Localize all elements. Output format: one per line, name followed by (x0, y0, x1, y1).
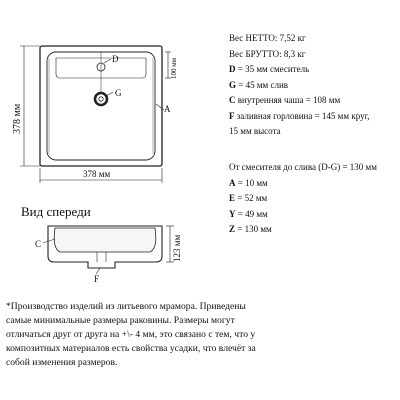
spec-value: = 45 мм слив (236, 79, 289, 90)
f-letter: F (94, 274, 100, 284)
specs-block-1 (229, 31, 370, 140)
footnote-line: собой изменения размеров. (6, 357, 118, 368)
footnote (6, 300, 306, 370)
spec-value: внутренняя чаша = 108 мм (235, 95, 341, 105)
drain-inner (99, 97, 103, 101)
spec-e (229, 191, 377, 207)
width-label: 378 мм (83, 169, 111, 179)
spec-value: = 10 мм (235, 177, 268, 188)
spec-d (229, 62, 370, 78)
spec-value: = 52 мм (235, 193, 268, 203)
spec-value: заливная горловина = 145 мм круг, (234, 110, 370, 121)
front-view-inner-outline (54, 228, 156, 252)
spec-f (229, 109, 370, 125)
g-pointer-line (106, 92, 113, 96)
specs-block-2 (229, 160, 377, 238)
net-weight: Вес НЕТТО: 7,52 кг (229, 33, 306, 43)
g-letter: G (115, 88, 122, 98)
spec-value: = 130 мм (235, 224, 272, 234)
footnote-line: композитных материалов есть свойства усадки, что влечёт за (6, 343, 256, 354)
footnote-line: самые минимальные размеры раковины. Размеры могут (6, 315, 235, 326)
front-height-label: 123 мм (172, 234, 182, 262)
spec-key: A (229, 177, 236, 188)
spec-value: = 49 мм (235, 208, 268, 219)
spec-key: Z (229, 224, 236, 234)
height-label: 378 мм (12, 103, 23, 134)
spec-c (229, 93, 370, 109)
spec-key: G (229, 79, 237, 90)
spec-z (229, 222, 377, 238)
front-view (21, 204, 182, 284)
c-pointer-line (43, 239, 55, 243)
a-letter: A (164, 104, 171, 114)
spec-distance: От смесителя до слива (D-G) = 130 мм (229, 162, 377, 172)
spec-y (229, 207, 377, 223)
spec-f-continued: 15 мм высота (229, 126, 281, 136)
spec-key: E (229, 193, 236, 203)
c-letter: C (35, 239, 42, 249)
spec-key: D (229, 64, 236, 74)
spec-key: Y (229, 208, 236, 219)
spec-key: C (229, 95, 236, 105)
spec-g (229, 78, 370, 94)
spec-a (229, 176, 377, 192)
d-pointer-line (104, 59, 111, 63)
footnote-line: *Производство изделий из литьевого мрамора. Приведены (6, 301, 246, 312)
footnote-line: отличаться друг от друга на +\- 4 мм, это связано с тем, что у (6, 329, 256, 340)
d-letter: D (112, 54, 119, 64)
spec-key: F (229, 110, 235, 121)
front-view-title: Вид спереди (21, 204, 91, 219)
top-view (12, 46, 178, 183)
bowl-depth-label: 100 мм (170, 57, 178, 79)
gross-weight: Вес БРУТТО: 8,3 кг (229, 48, 306, 59)
spec-value: = 35 мм смеситель (235, 64, 310, 74)
a-pointer-line (156, 104, 164, 110)
